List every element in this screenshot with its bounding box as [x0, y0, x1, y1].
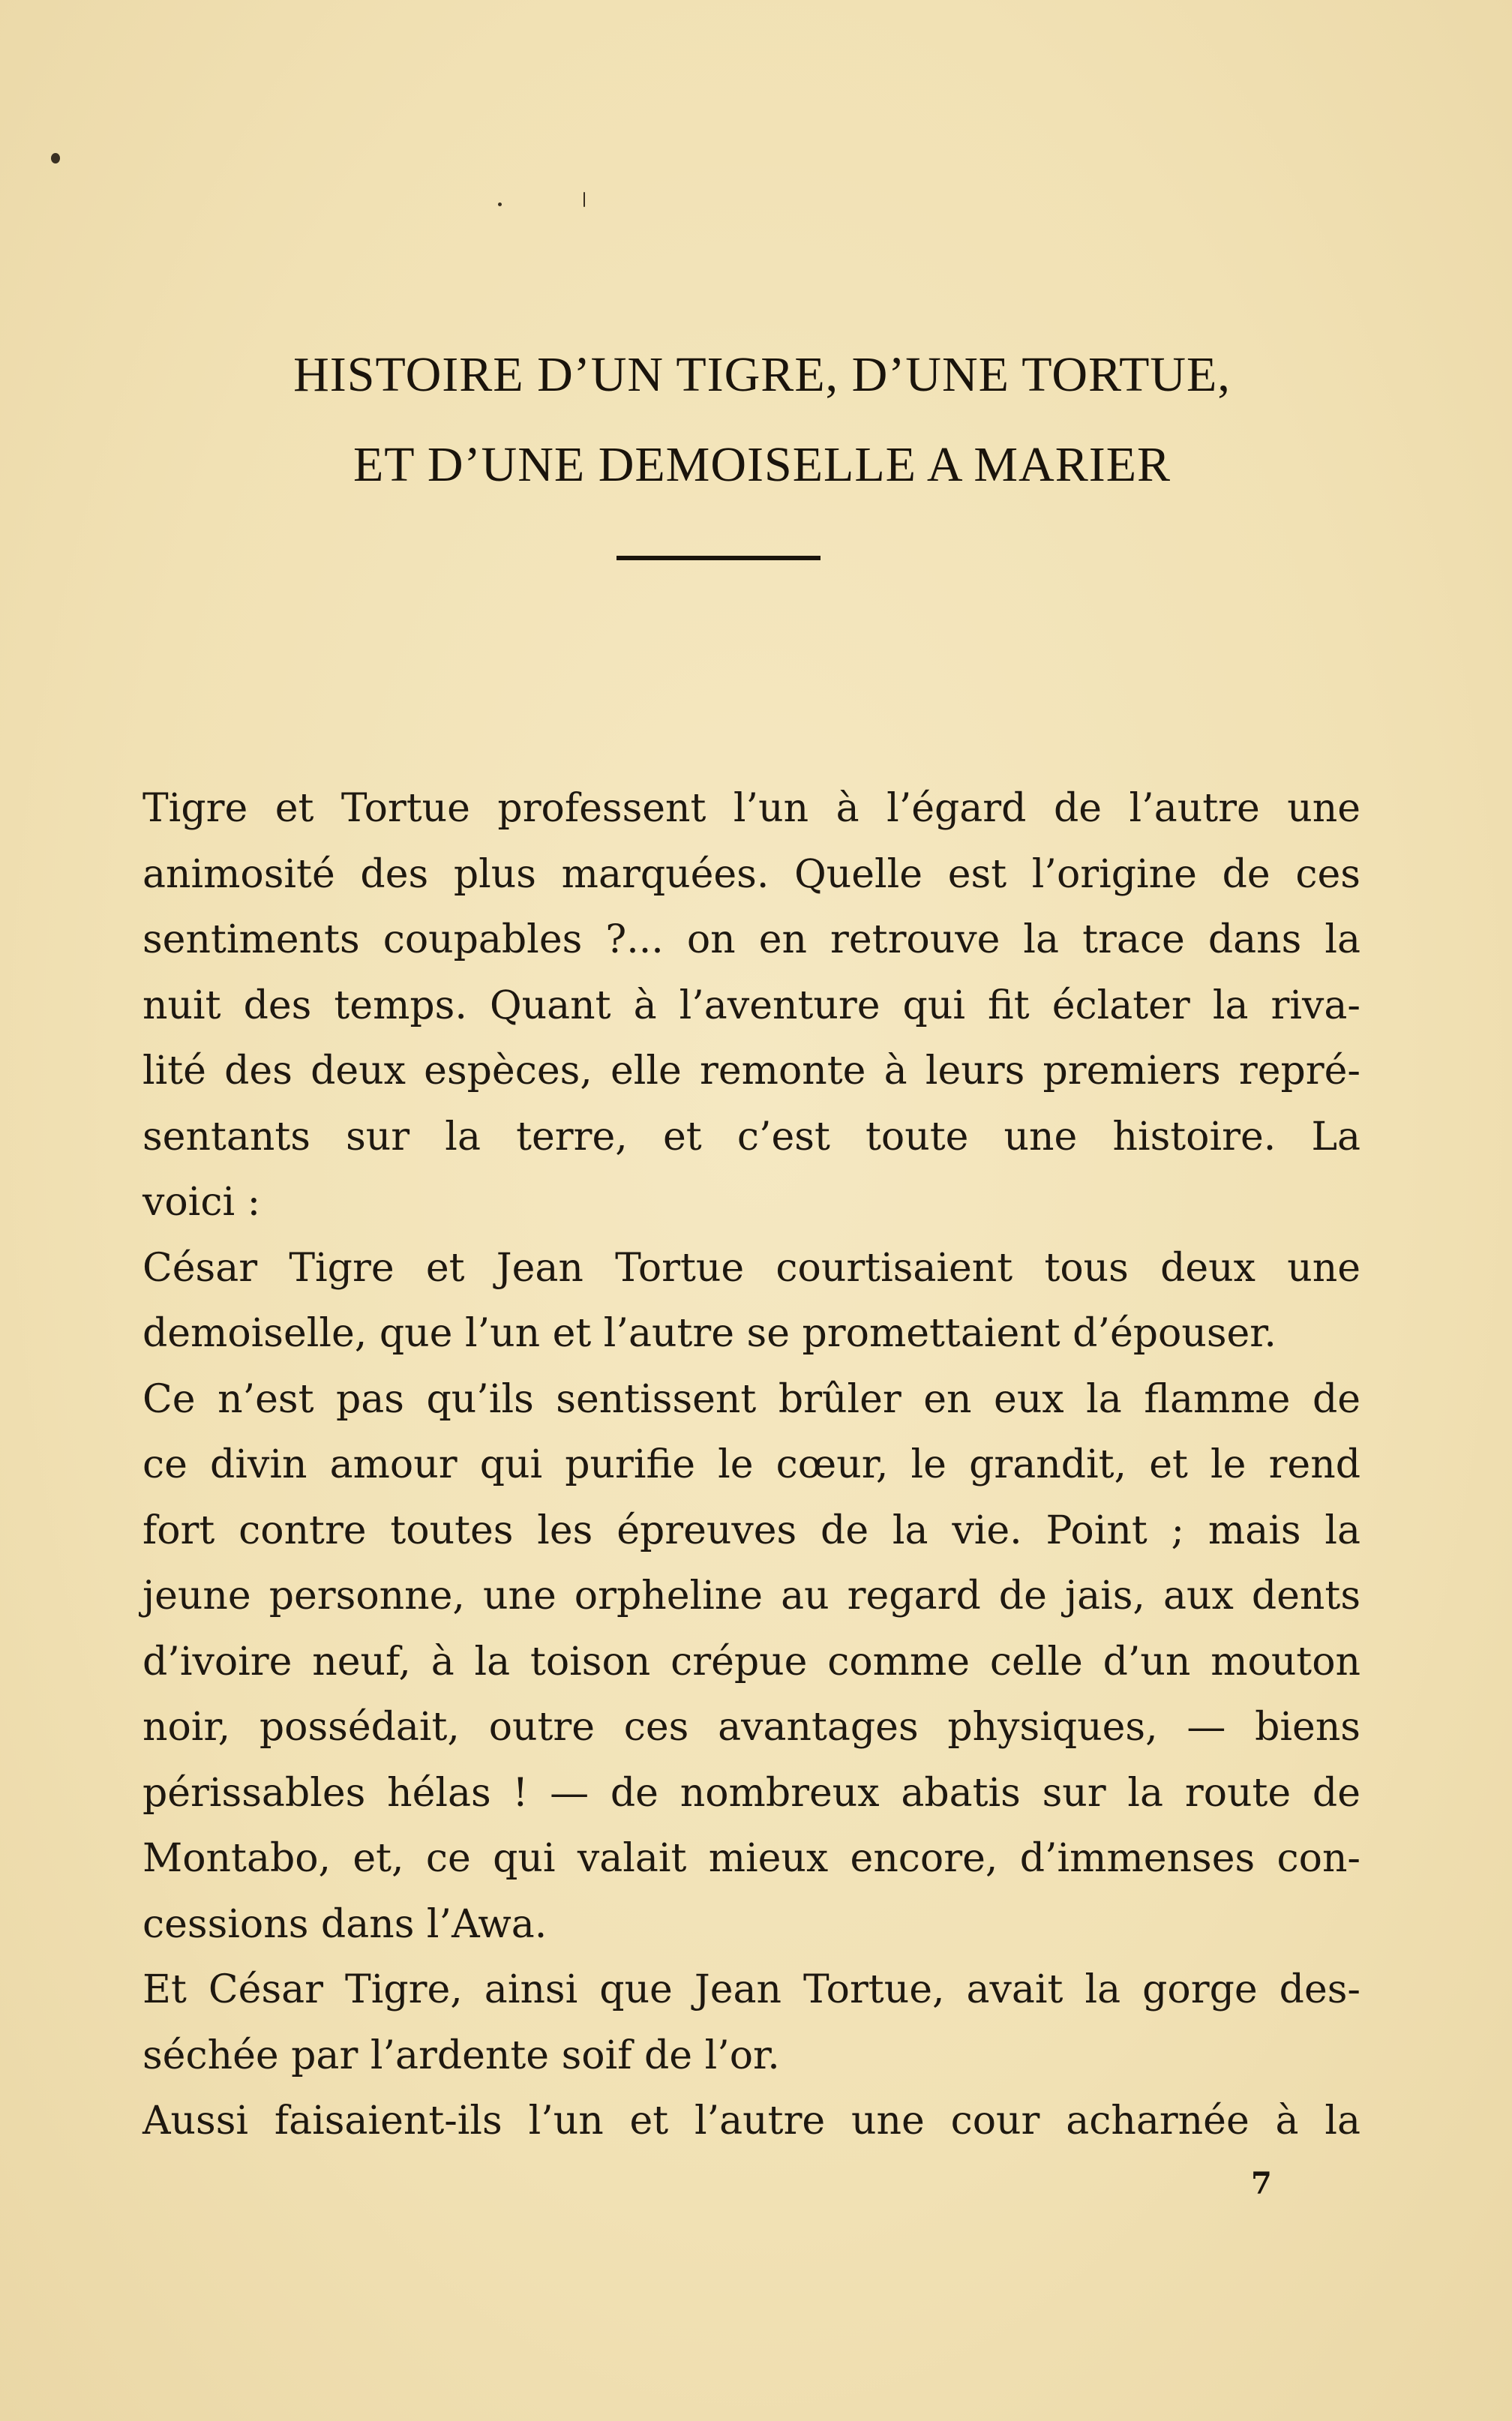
paragraph	[93, 2089, 1360, 2155]
text-line: nuit des temps. Quant à l’aventure qui fit éclater la riva-	[142, 982, 1360, 1028]
chapter-title-line-2: ET D’UNE DEMOISELLE A MARIER	[352, 437, 1172, 492]
text-line: Et César Tigre, ainsi que Jean Tortue, avait la gorge des-	[142, 1967, 1360, 2012]
paragraph	[93, 1367, 1360, 1958]
text-line: voici :	[142, 1180, 261, 1225]
text-line: demoiselle, que l’un et l’autre se promettaient d’épouser.	[142, 1311, 1276, 1356]
title-rule	[616, 556, 820, 560]
text-line: sentiments coupables ?... on en retrouve la trace dans la	[142, 917, 1360, 962]
text-line: animosité des plus marquées. Quelle est l’origine de ces	[142, 851, 1360, 897]
paragraph	[93, 1236, 1360, 1367]
specks	[51, 153, 60, 164]
text-line: d’ivoire neuf, à la toison crépue comme celle d’un mouton	[142, 1639, 1360, 1684]
text-line: séchée par l’ardente soif de l’or.	[142, 2032, 780, 2078]
specks	[584, 192, 585, 207]
text-line: lité des deux espèces, elle remonte à leurs premiers repré-	[142, 1048, 1360, 1094]
text-line: fort contre toutes les épreuves de la vie. Point ; mais la	[142, 1508, 1360, 1553]
text-line: périssables hélas ! — de nombreux abatis sur la route de	[142, 1770, 1360, 1816]
page-number: 7	[1251, 2166, 1272, 2201]
body-text	[93, 776, 1360, 2155]
text-line: jeune personne, une orpheline au regard de jais, aux dents	[142, 1574, 1360, 1618]
text-line: César Tigre et Jean Tortue courtisaient tous deux une	[142, 1245, 1360, 1291]
text-line: ce divin amour qui purifie le cœur, le grandit, et le rend	[142, 1442, 1360, 1487]
text-line: Ce n’est pas qu’ils sentissent brûler en eux la flamme de	[142, 1376, 1360, 1422]
chapter-title-line-1: HISTOIRE D’UN TIGRE, D’UNE TORTUE,	[293, 347, 1231, 402]
text-line: Tigre et Tortue professent l’un à l’égard de l’autre une	[142, 786, 1360, 831]
text-line: noir, possédait, outre ces avantages physiques, — biens	[142, 1705, 1360, 1750]
text-line: Aussi faisaient-ils l’un et l’autre une cour acharnée à la	[142, 2098, 1360, 2144]
specks	[498, 202, 502, 206]
text-line: cessions dans l’Awa.	[142, 1901, 548, 1947]
paragraph	[93, 1958, 1360, 2089]
text-line: Montabo, et, ce qui valait mieux encore, d’immenses con-	[142, 1836, 1360, 1881]
text-line: sentants sur la terre, et c’est toute une histoire. La	[142, 1114, 1360, 1160]
paragraph	[93, 776, 1360, 1236]
